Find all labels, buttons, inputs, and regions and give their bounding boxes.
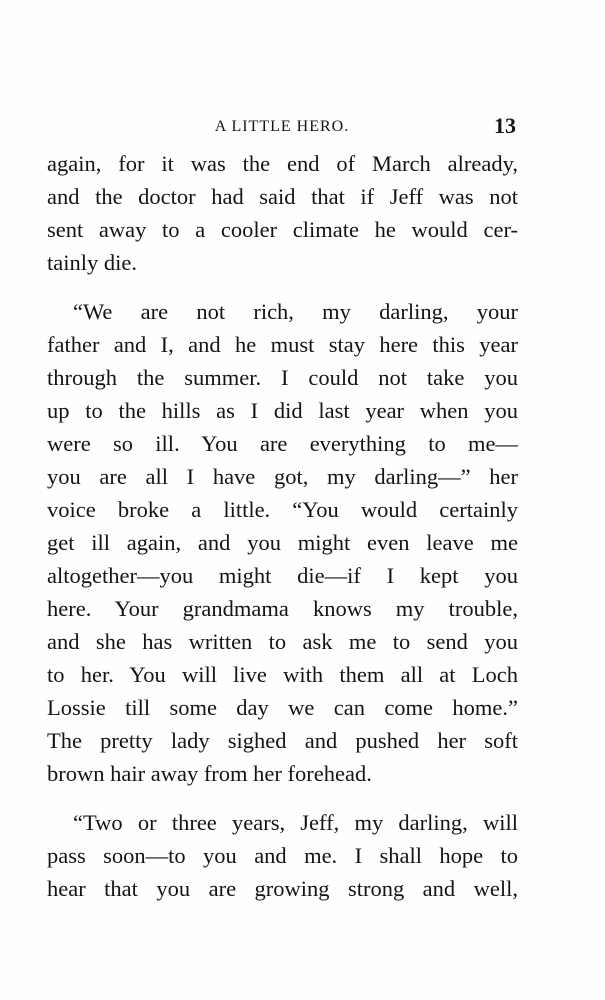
text-line: get ill again, and you might even leave me (47, 530, 518, 555)
text-line: brown hair away from her forehead. (47, 761, 372, 786)
paragraph-gap (47, 279, 518, 295)
text-line: hear that you are growing strong and well, (47, 876, 518, 901)
text-line: through the summer. I could not take you (47, 365, 518, 390)
paragraph (47, 806, 518, 905)
text-line: tainly die. (47, 250, 137, 275)
text-line: were so ill. You are everything to me— (47, 431, 518, 456)
page-number: 13 (494, 113, 516, 138)
text-line: “Two or three years, Jeff, my darling, will (73, 810, 518, 835)
text-line: The pretty lady sighed and pushed her soft (47, 728, 518, 753)
text-line: and the doctor had said that if Jeff was not (47, 184, 518, 209)
paragraph-gap (47, 790, 518, 806)
text-line: and she has written to ask me to send you (47, 629, 518, 654)
paragraph (47, 295, 518, 790)
text-line: Lossie till some day we can come home.” (47, 695, 518, 720)
text-line: altogether—you might die—if I kept you (47, 563, 518, 588)
text-line: “We are not rich, my darling, your (73, 299, 518, 324)
text-line: pass soon—to you and me. I shall hope to (47, 843, 518, 868)
text-line: sent away to a cooler climate he would cer- (47, 217, 518, 242)
text-line: you are all I have got, my darling—” her (47, 464, 518, 489)
page-header (48, 112, 516, 144)
text-line: voice broke a little. “You would certainly (47, 497, 518, 522)
text-line: again, for it was the end of March already, (47, 151, 518, 176)
body-text (47, 147, 518, 905)
paragraph (47, 147, 518, 279)
text-line: here. Your grandmama knows my trouble, (47, 596, 518, 621)
text-line: up to the hills as I did last year when you (47, 398, 518, 423)
running-head: A LITTLE HERO. (214, 118, 350, 135)
text-line: to her. You will live with them all at Loch (47, 662, 518, 687)
text-line: father and I, and he must stay here this year (47, 332, 518, 357)
